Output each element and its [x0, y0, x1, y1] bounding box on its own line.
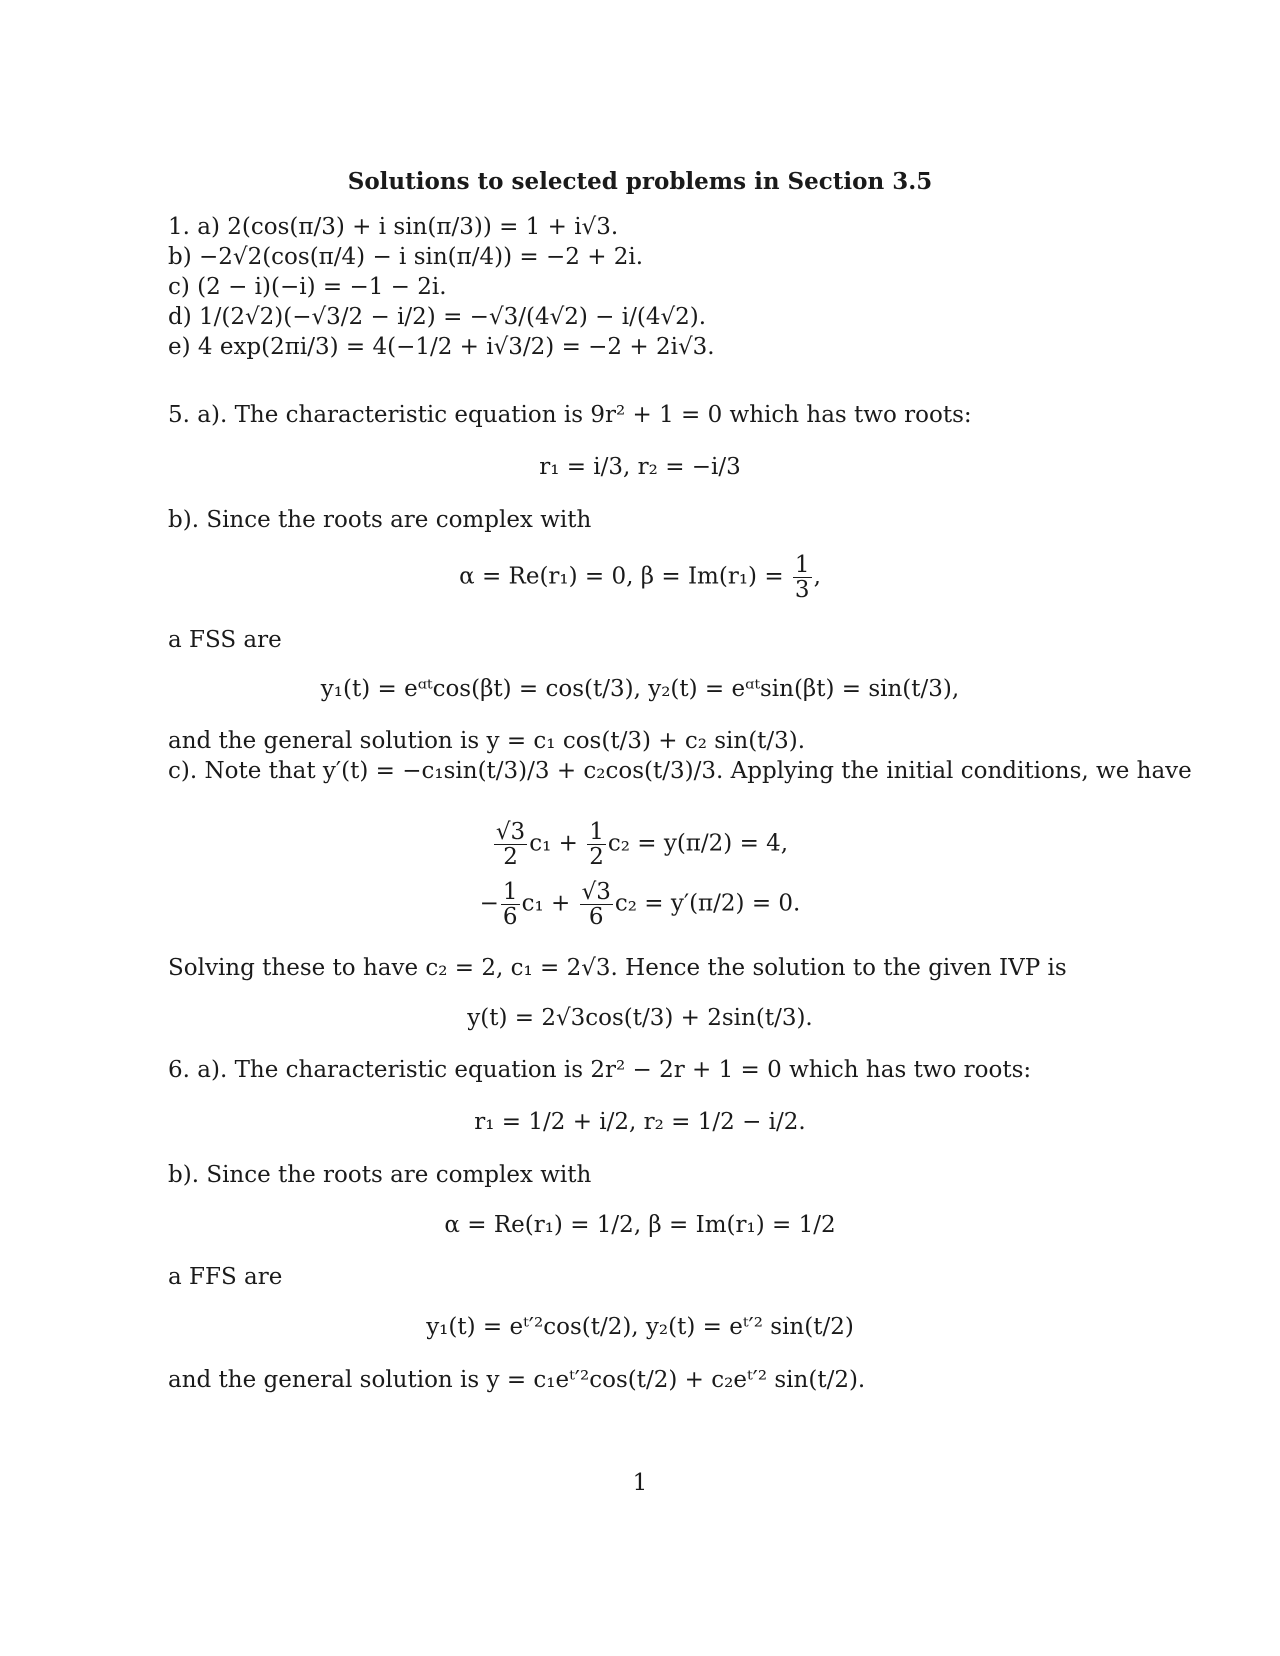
initial-condition-equation-2 [0, 880, 1280, 929]
beta-fraction-denominator: 3 [794, 577, 810, 603]
problem1-b: b) −2√2(cos(π/4) − i sin(π/4)) = −2 + 2i. [168, 244, 644, 270]
eq2-frac2-den: 6 [588, 904, 604, 930]
eq1-frac1-num: √3 [495, 819, 526, 845]
problem5-fss-equation: y₁(t) = eᵅᵗcos(βt) = cos(t/3), y₂(t) = eᵅᵗsin(βt) = sin(t/3), [320, 676, 960, 702]
problem5-a-text: 5. a). The characteristic equation is 9r² + 1 = 0 which has two roots: [168, 402, 972, 428]
eq1-mid: c₁ + [529, 830, 578, 857]
page-title: Solutions to selected problems in Section 3.5 [347, 168, 933, 195]
eq2-frac1-num: 1 [502, 879, 518, 905]
page-number: 1 [632, 1470, 648, 1496]
problem5-alpha-beta-equation: α = Re(r₁) = 0, β = Im(r₁) = $\frac{1}{3}$ , [459, 552, 821, 603]
alpha-beta-text: α = Re(r₁) = 0, β = Im(r₁) = [459, 563, 784, 590]
problem6-ffs-label: a FFS are [168, 1264, 283, 1290]
beta-fraction [793, 553, 812, 602]
eq1-fraction-2 [587, 820, 606, 869]
problem5-ivp-solution: y(t) = 2√3cos(t/3) + 2sin(t/3). [467, 1005, 813, 1031]
problem5-fss-label: a FSS are [168, 627, 282, 653]
eq1-fraction-1 [494, 820, 527, 869]
problem5-b-text: b). Since the roots are complex with [168, 507, 592, 533]
eq1-frac1-den: 2 [503, 844, 518, 870]
problem1-e: e) 4 exp(2πi/3) = 4(−1/2 + i√3/2) = −2 + 2i√3. [168, 334, 715, 360]
eq2-frac2-num: √3 [581, 879, 611, 905]
problem5-solving-text: Solving these to have c₂ = 2, c₁ = 2√3. Hence the solution to the given IVP is [168, 955, 1067, 981]
problem6-ffs-equation: y₁(t) = eᵗ′²cos(t/2), y₂(t) = eᵗ′² sin(t/2) [426, 1314, 854, 1340]
initial-condition-equation-1 [0, 820, 1280, 869]
eq2-rest: c₂ = y′(π/2) = 0. [614, 890, 801, 917]
problem5-roots: r₁ = i/3, r₂ = −i/3 [539, 454, 741, 480]
problem1-a: 1. a) 2(cos(π/3) + i sin(π/3)) = 1 + i√3. [168, 214, 619, 240]
problem6-b-text: b). Since the roots are complex with [168, 1162, 592, 1188]
eq2-fraction-1 [501, 880, 520, 929]
problem6-alpha-beta: α = Re(r₁) = 1/2, β = Im(r₁) = 1/2 [444, 1212, 836, 1238]
problem5-c-text: c). Note that y′(t) = −c₁sin(t/3)/3 + c₂cos(t/3)/3. Applying the initial conditions, we have [168, 758, 1192, 784]
beta-fraction-numerator: 1 [794, 552, 810, 578]
problem1-d: d) 1/(2√2)(−√3/2 − i/2) = −√3/(4√2) − i/(4√2). [168, 304, 707, 330]
problem5-general-solution: and the general solution is y = c₁ cos(t/3) + c₂ sin(t/3). [168, 728, 806, 754]
eq1-frac2-den: 2 [589, 844, 604, 870]
problem6-general-solution: and the general solution is y = c₁eᵗ′²cos(t/2) + c₂eᵗ′² sin(t/2). [168, 1367, 866, 1393]
problem6-roots: r₁ = 1/2 + i/2, r₂ = 1/2 − i/2. [474, 1109, 806, 1135]
eq2-fraction-2 [580, 880, 613, 929]
problem1-c: c) (2 − i)(−i) = −1 − 2i. [168, 274, 447, 300]
eq1-rest: c₂ = y(π/2) = 4, [607, 830, 789, 857]
problem6-a-text: 6. a). The characteristic equation is 2r² − 2r + 1 = 0 which has two roots: [168, 1057, 1032, 1083]
eq2-mid: c₁ + [521, 890, 571, 917]
eq2-sign: − [479, 890, 499, 917]
eq1-frac2-num: 1 [589, 819, 604, 845]
eq2-frac1-den: 6 [502, 904, 518, 930]
